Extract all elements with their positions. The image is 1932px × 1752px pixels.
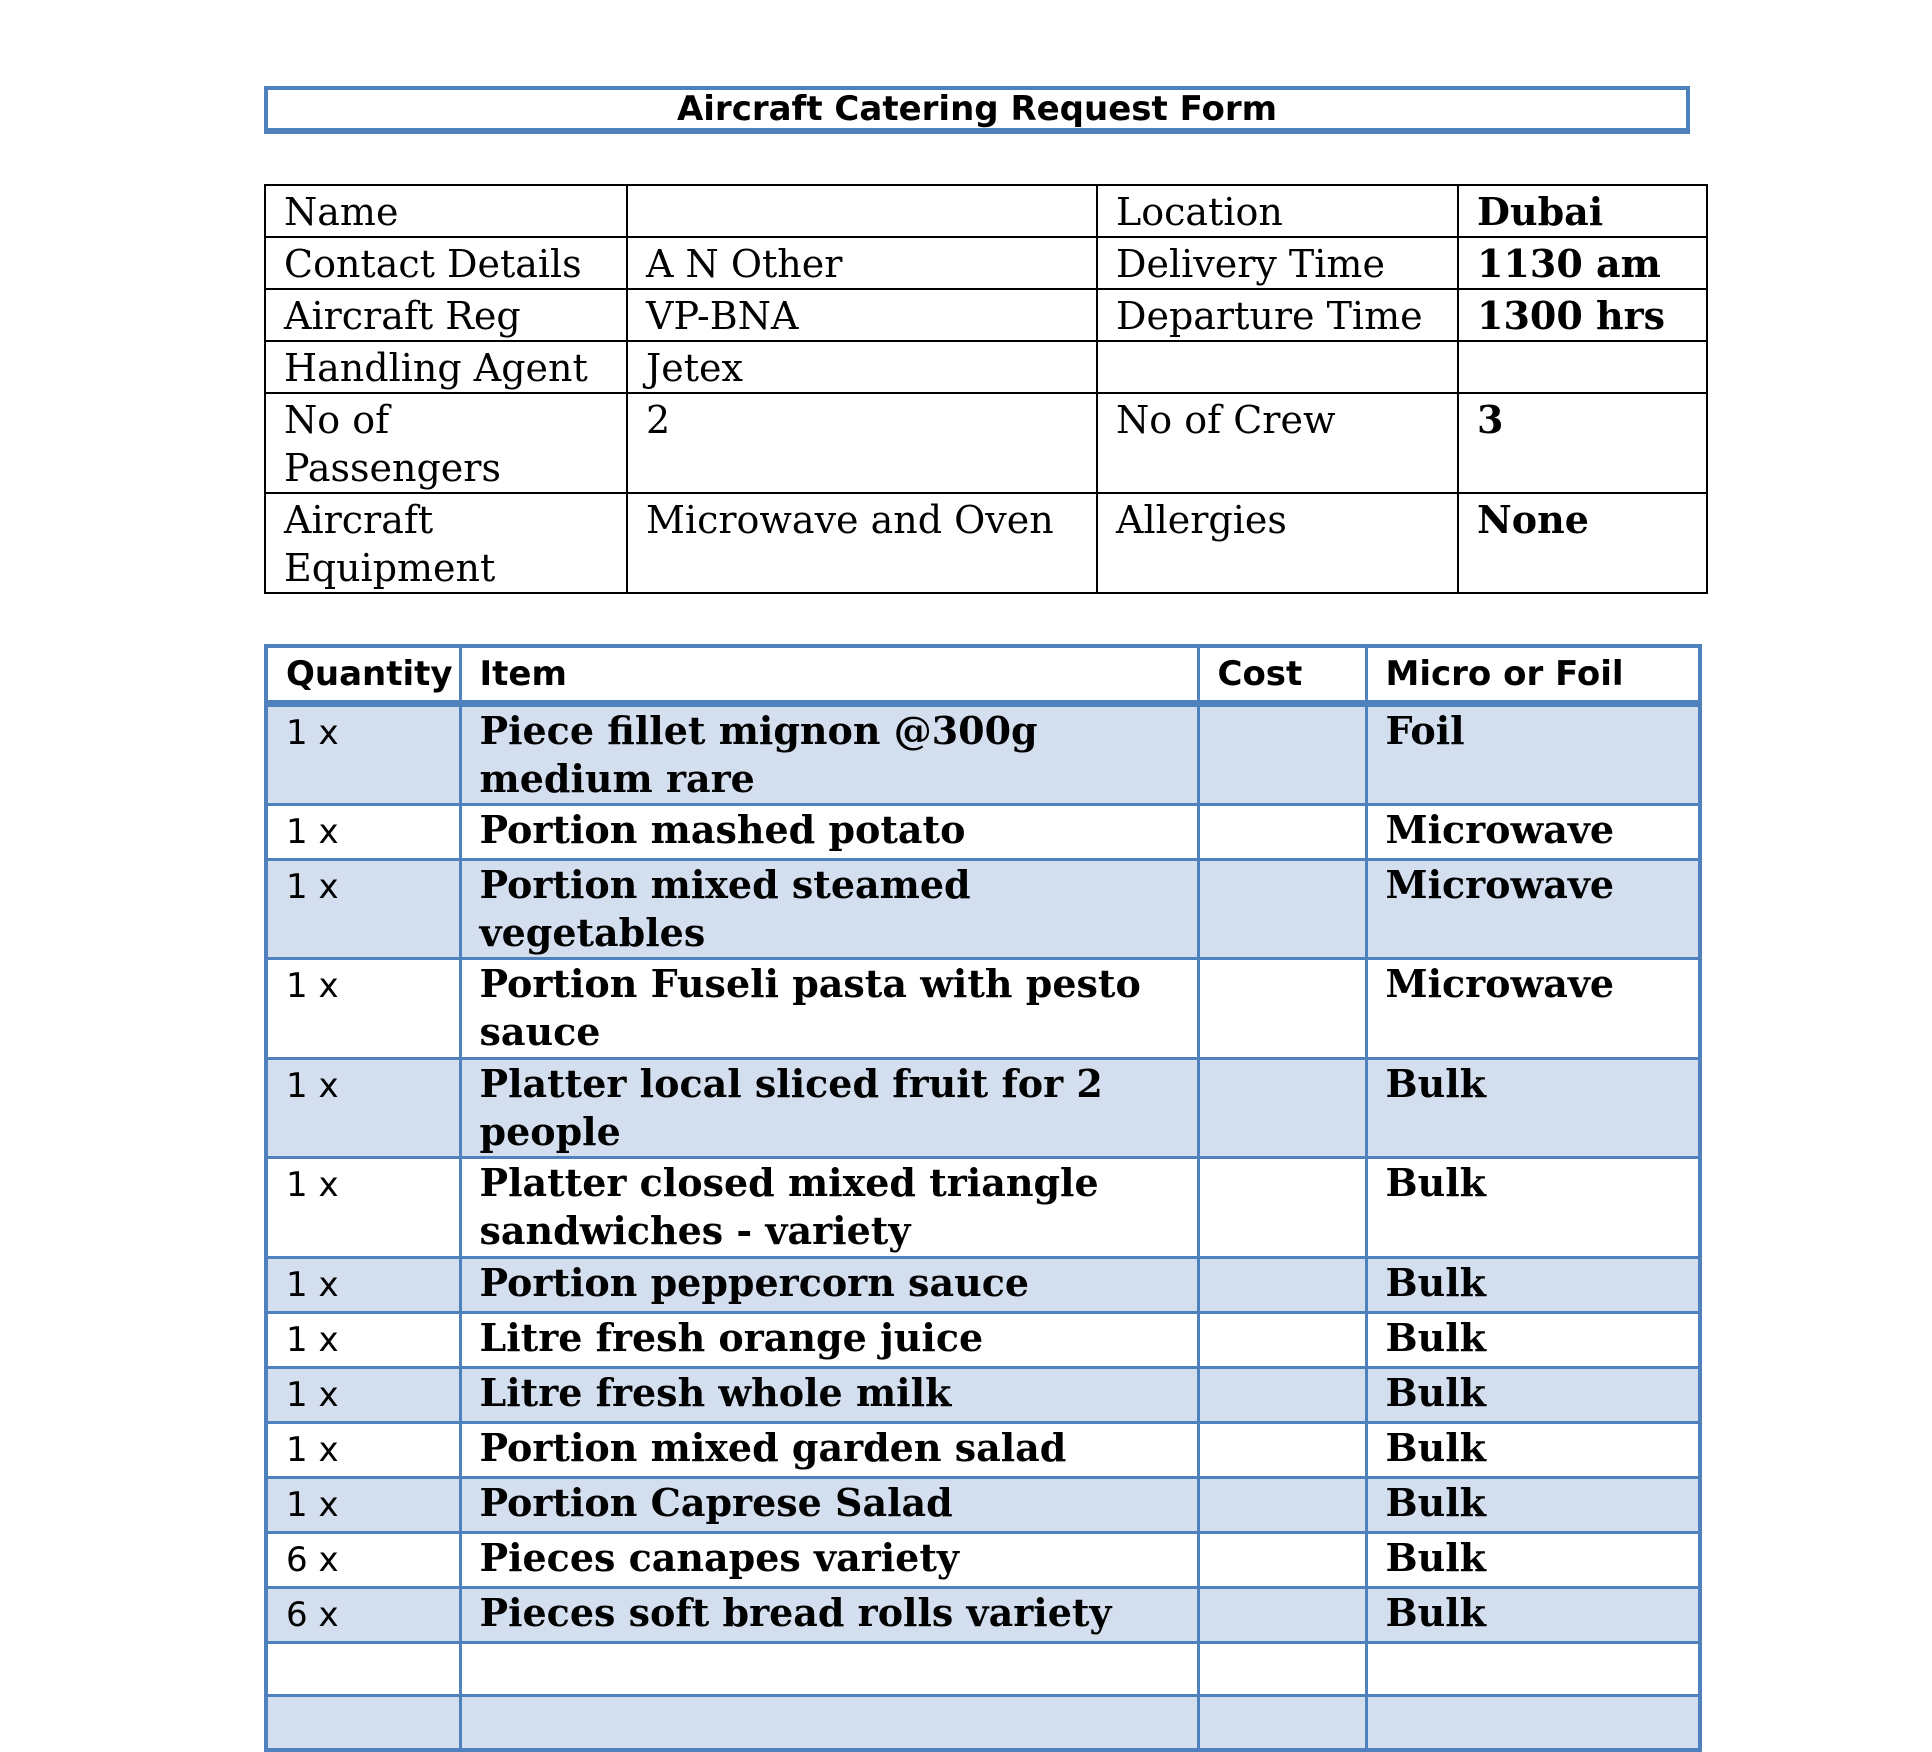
cost-cell[interactable] <box>1198 1059 1366 1158</box>
cost-cell[interactable] <box>1198 1643 1366 1696</box>
info-label <box>1097 341 1458 393</box>
form-title-box <box>264 86 1690 134</box>
order-row-empty <box>266 1643 1700 1696</box>
info-value[interactable] <box>1458 341 1707 393</box>
cost-cell[interactable] <box>1198 1696 1366 1750</box>
quantity-cell[interactable] <box>266 1643 460 1696</box>
cost-cell[interactable] <box>1198 1368 1366 1423</box>
order-row <box>266 1478 1700 1533</box>
method-cell[interactable]: Bulk <box>1366 1313 1700 1368</box>
cost-cell[interactable] <box>1198 959 1366 1059</box>
item-cell[interactable]: Platter closed mixed triangle sandwiches - variety <box>460 1158 1198 1258</box>
info-label: Handling Agent <box>265 341 627 393</box>
aircraft-reg-value[interactable]: VP-BNA <box>627 289 1097 341</box>
allergies-value[interactable]: None <box>1458 493 1707 593</box>
cost-cell[interactable] <box>1198 805 1366 860</box>
method-cell[interactable]: Bulk <box>1366 1059 1700 1158</box>
crew-value[interactable]: 3 <box>1458 393 1707 493</box>
method-cell[interactable] <box>1366 1643 1700 1696</box>
info-label: Departure Time <box>1097 289 1458 341</box>
cost-cell[interactable] <box>1198 1258 1366 1313</box>
item-cell[interactable]: Portion peppercorn sauce <box>460 1258 1198 1313</box>
contact-details-value[interactable]: A N Other <box>627 237 1097 289</box>
item-cell[interactable]: Pieces canapes variety <box>460 1533 1198 1588</box>
quantity-cell[interactable]: 1 x <box>266 704 460 805</box>
item-cell[interactable]: Portion mashed potato <box>460 805 1198 860</box>
cost-cell[interactable] <box>1198 1313 1366 1368</box>
quantity-cell[interactable]: 1 x <box>266 1368 460 1423</box>
info-row <box>265 185 1707 237</box>
quantity-cell[interactable]: 1 x <box>266 1258 460 1313</box>
method-cell[interactable]: Foil <box>1366 704 1700 805</box>
quantity-cell[interactable]: 1 x <box>266 1059 460 1158</box>
item-cell[interactable]: Platter local sliced fruit for 2 people <box>460 1059 1198 1158</box>
method-cell[interactable]: Bulk <box>1366 1478 1700 1533</box>
info-row <box>265 493 1707 593</box>
quantity-cell[interactable] <box>266 1696 460 1750</box>
info-label: Delivery Time <box>1097 237 1458 289</box>
info-row <box>265 237 1707 289</box>
item-cell[interactable]: Litre fresh orange juice <box>460 1313 1198 1368</box>
order-row <box>266 1158 1700 1258</box>
item-cell[interactable]: Portion Caprese Salad <box>460 1478 1198 1533</box>
method-cell[interactable]: Bulk <box>1366 1588 1700 1643</box>
method-cell[interactable]: Microwave <box>1366 959 1700 1059</box>
flight-info-table <box>264 184 1708 594</box>
cost-cell[interactable] <box>1198 1533 1366 1588</box>
order-row <box>266 1059 1700 1158</box>
quantity-cell[interactable]: 1 x <box>266 1478 460 1533</box>
info-label: Aircraft Equipment <box>265 493 627 593</box>
item-cell[interactable]: Litre fresh whole milk <box>460 1368 1198 1423</box>
method-cell[interactable]: Bulk <box>1366 1258 1700 1313</box>
quantity-cell[interactable]: 1 x <box>266 1313 460 1368</box>
name-value[interactable] <box>627 185 1097 237</box>
method-cell[interactable]: Microwave <box>1366 805 1700 860</box>
handling-agent-value[interactable]: Jetex <box>627 341 1097 393</box>
item-cell[interactable]: Pieces soft bread rolls variety <box>460 1588 1198 1643</box>
cost-cell[interactable] <box>1198 860 1366 959</box>
order-row <box>266 1533 1700 1588</box>
item-cell[interactable] <box>460 1696 1198 1750</box>
order-row <box>266 805 1700 860</box>
item-cell[interactable]: Portion mixed steamed vegetables <box>460 860 1198 959</box>
method-cell[interactable]: Bulk <box>1366 1533 1700 1588</box>
cost-cell[interactable] <box>1198 704 1366 805</box>
cost-cell[interactable] <box>1198 1478 1366 1533</box>
cost-cell[interactable] <box>1198 1423 1366 1478</box>
quantity-cell[interactable]: 6 x <box>266 1588 460 1643</box>
order-row <box>266 1258 1700 1313</box>
item-cell[interactable] <box>460 1643 1198 1696</box>
order-row <box>266 1313 1700 1368</box>
equipment-value[interactable]: Microwave and Oven <box>627 493 1097 593</box>
departure-time-value[interactable]: 1300 hrs <box>1458 289 1707 341</box>
catering-form <box>264 86 1690 1752</box>
info-label: Contact Details <box>265 237 627 289</box>
info-label: No of Passengers <box>265 393 627 493</box>
item-cell[interactable]: Portion mixed garden salad <box>460 1423 1198 1478</box>
order-row <box>266 860 1700 959</box>
quantity-cell[interactable]: 1 x <box>266 860 460 959</box>
method-cell[interactable] <box>1366 1696 1700 1750</box>
item-cell[interactable]: Piece fillet mignon @300g medium rare <box>460 704 1198 805</box>
cost-header: Cost <box>1198 646 1366 704</box>
method-cell[interactable]: Microwave <box>1366 860 1700 959</box>
method-header: Micro or Foil <box>1366 646 1700 704</box>
info-label: No of Crew <box>1097 393 1458 493</box>
order-row <box>266 1368 1700 1423</box>
quantity-cell[interactable]: 1 x <box>266 1423 460 1478</box>
order-row <box>266 1423 1700 1478</box>
quantity-header: Quantity <box>266 646 460 704</box>
order-row <box>266 959 1700 1059</box>
quantity-cell[interactable]: 6 x <box>266 1533 460 1588</box>
delivery-time-value[interactable]: 1130 am <box>1458 237 1707 289</box>
info-label: Location <box>1097 185 1458 237</box>
quantity-cell[interactable]: 1 x <box>266 1158 460 1258</box>
info-label: Allergies <box>1097 493 1458 593</box>
order-items-table <box>264 644 1702 1752</box>
method-cell[interactable]: Bulk <box>1366 1423 1700 1478</box>
item-header: Item <box>460 646 1198 704</box>
method-cell[interactable]: Bulk <box>1366 1368 1700 1423</box>
form-title: Aircraft Catering Request Form <box>676 89 1278 129</box>
quantity-cell[interactable]: 1 x <box>266 959 460 1059</box>
item-cell[interactable]: Portion Fuseli pasta with pesto sauce <box>460 959 1198 1059</box>
info-label: Name <box>265 185 627 237</box>
cost-cell[interactable] <box>1198 1588 1366 1643</box>
info-label: Aircraft Reg <box>265 289 627 341</box>
location-value[interactable]: Dubai <box>1458 185 1707 237</box>
cost-cell[interactable] <box>1198 1158 1366 1258</box>
info-row <box>265 341 1707 393</box>
info-row <box>265 393 1707 493</box>
passengers-value[interactable]: 2 <box>627 393 1097 493</box>
order-header-row <box>266 646 1700 704</box>
order-row <box>266 1588 1700 1643</box>
method-cell[interactable]: Bulk <box>1366 1158 1700 1258</box>
order-row <box>266 704 1700 805</box>
quantity-cell[interactable]: 1 x <box>266 805 460 860</box>
info-row <box>265 289 1707 341</box>
order-row-empty <box>266 1696 1700 1750</box>
